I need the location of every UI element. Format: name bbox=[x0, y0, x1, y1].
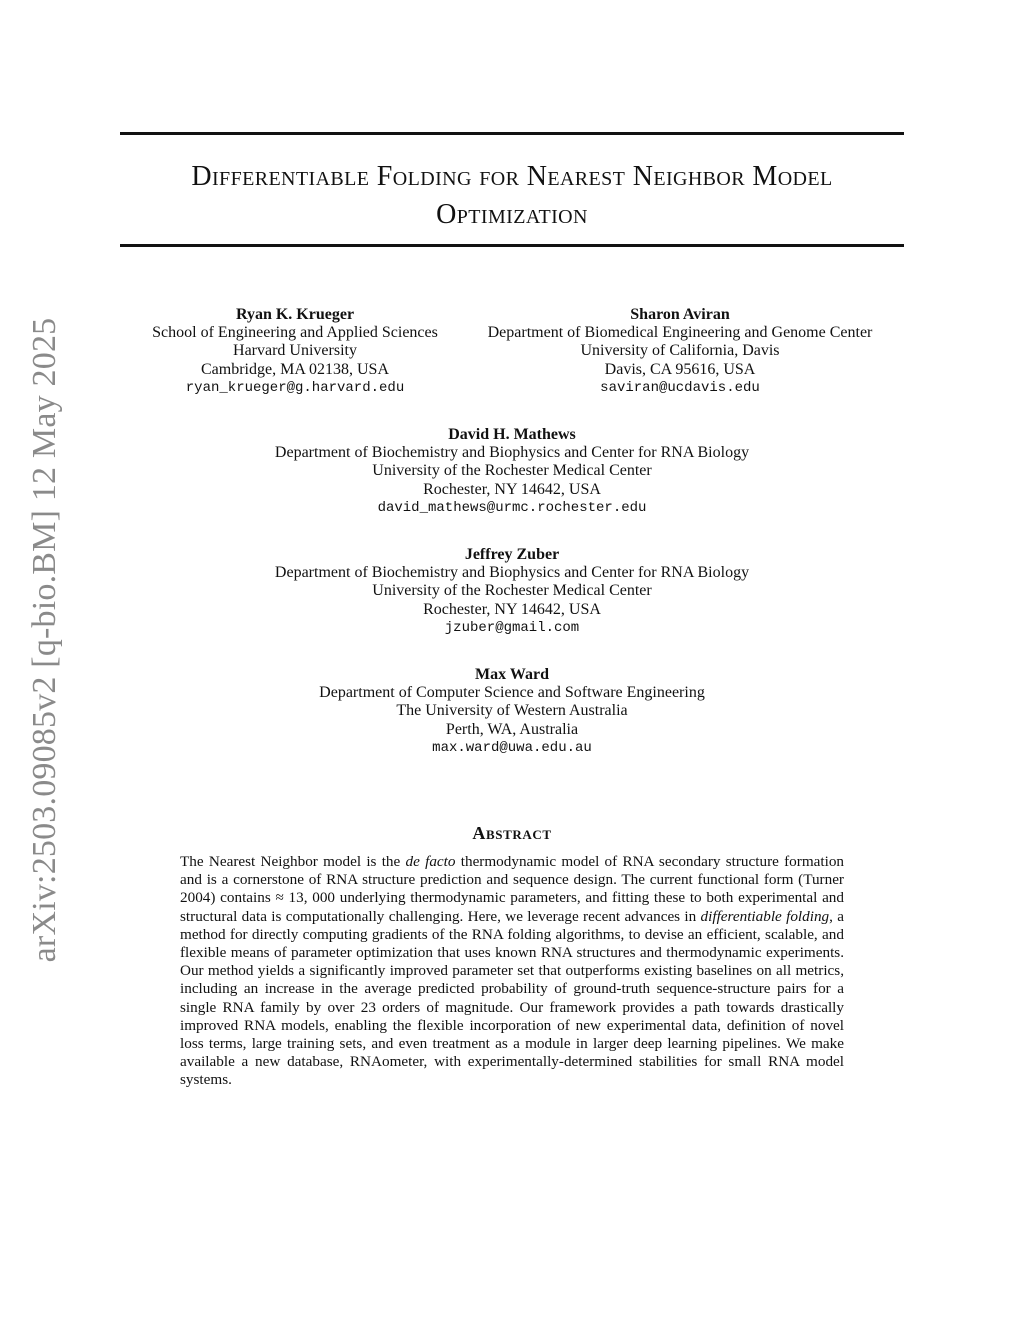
author-email[interactable]: max.ward@uwa.edu.au bbox=[432, 739, 592, 756]
arxiv-identifier-stamp: arXiv:2503.09085v2 [q-bio.BM] 12 May 2025 bbox=[26, 317, 63, 963]
author-affiliation: Department of Biochemistry and Biophysics and Center for RNA Biology bbox=[274, 564, 750, 582]
author-affiliation: School of Engineering and Applied Sciences bbox=[152, 324, 438, 342]
author-location: Davis, CA 95616, USA bbox=[604, 360, 756, 378]
author-location: Cambridge, MA 02138, USA bbox=[201, 360, 389, 378]
author-institution: University of California, Davis bbox=[580, 342, 780, 360]
author-block-zuber bbox=[212, 546, 812, 637]
author-affiliation: Department of Biochemistry and Biophysics and Center for RNA Biology bbox=[274, 444, 750, 462]
author-block-aviran bbox=[470, 306, 890, 397]
abstract-heading: Abstract bbox=[472, 823, 552, 843]
author-affiliation: Department of Biomedical Engineering and Genome Center bbox=[487, 324, 873, 342]
abstract-body bbox=[180, 853, 844, 1090]
author-institution: Harvard University bbox=[233, 342, 357, 360]
author-email[interactable]: david_mathews@urmc.rochester.edu bbox=[377, 499, 647, 516]
author-name: Jeffrey Zuber bbox=[464, 546, 560, 563]
abstract-text: thermodynamic model of RNA secondary structure formation and is a cornerstone of RNA structure prediction and sequence design. The current functional form (Turner 2004) contains ≈ 13, 000 underlying thermodynamic parameters, and fitting these to both experimental and structural data is computationally challenging. Here, we leverage recent advances in bbox=[180, 853, 845, 925]
author-location: Rochester, NY 14642, USA bbox=[423, 480, 601, 498]
abstract-text: The Nearest Neighbor model is the bbox=[180, 853, 406, 870]
abstract-emphasis: differentiable folding bbox=[700, 907, 830, 925]
title-top-rule bbox=[120, 132, 904, 135]
author-email[interactable]: saviran@ucdavis.edu bbox=[600, 379, 760, 396]
paper-title bbox=[120, 158, 904, 234]
author-location: Rochester, NY 14642, USA bbox=[423, 600, 601, 618]
title-line-1: Differentiable Folding for Nearest Neighbor Model bbox=[191, 161, 833, 192]
author-institution: The University of Western Australia bbox=[396, 702, 628, 720]
abstract-emphasis: de facto bbox=[405, 853, 456, 870]
author-email[interactable]: ryan_krueger@g.harvard.edu bbox=[185, 379, 405, 396]
author-location: Perth, WA, Australia bbox=[445, 720, 579, 738]
abstract-text: , a method for directly computing gradients of the RNA folding algorithms, to devise an efficient, scalable, and flexible means of parameter optimization that uses known RNA structures and thermodynamic experiments. Our method yields a significantly improved parameter set that outperforms existing baselines on all metrics, including an increase in the average predicted probability of ground-truth sequence-structure pairs for a single RNA family by over 23 orders of magnitude. Our framework provides a path towards drastically improved RNA models, enabling the flexible incorporation of new experimental data, definition of novel loss terms, large training sets, and even treatment as a module in larger deep learning pipelines. We make available a new database, RNAometer, with experimentally-determined stabilities for small RNA model systems. bbox=[180, 907, 844, 1089]
author-affiliation: Department of Computer Science and Software Engineering bbox=[319, 684, 705, 702]
author-block-ward bbox=[212, 666, 812, 757]
author-institution: University of the Rochester Medical Center bbox=[372, 582, 652, 600]
author-name: Sharon Aviran bbox=[630, 306, 730, 323]
author-name: Max Ward bbox=[475, 666, 549, 683]
author-email[interactable]: jzuber@gmail.com bbox=[444, 619, 580, 636]
author-name: Ryan K. Krueger bbox=[235, 306, 355, 323]
title-line-2: Optimization bbox=[436, 199, 588, 230]
author-name: David H. Mathews bbox=[448, 426, 576, 443]
author-block-mathews bbox=[212, 426, 812, 517]
author-institution: University of the Rochester Medical Center bbox=[372, 462, 652, 480]
author-block-krueger bbox=[130, 306, 460, 397]
title-bottom-rule bbox=[120, 244, 904, 247]
